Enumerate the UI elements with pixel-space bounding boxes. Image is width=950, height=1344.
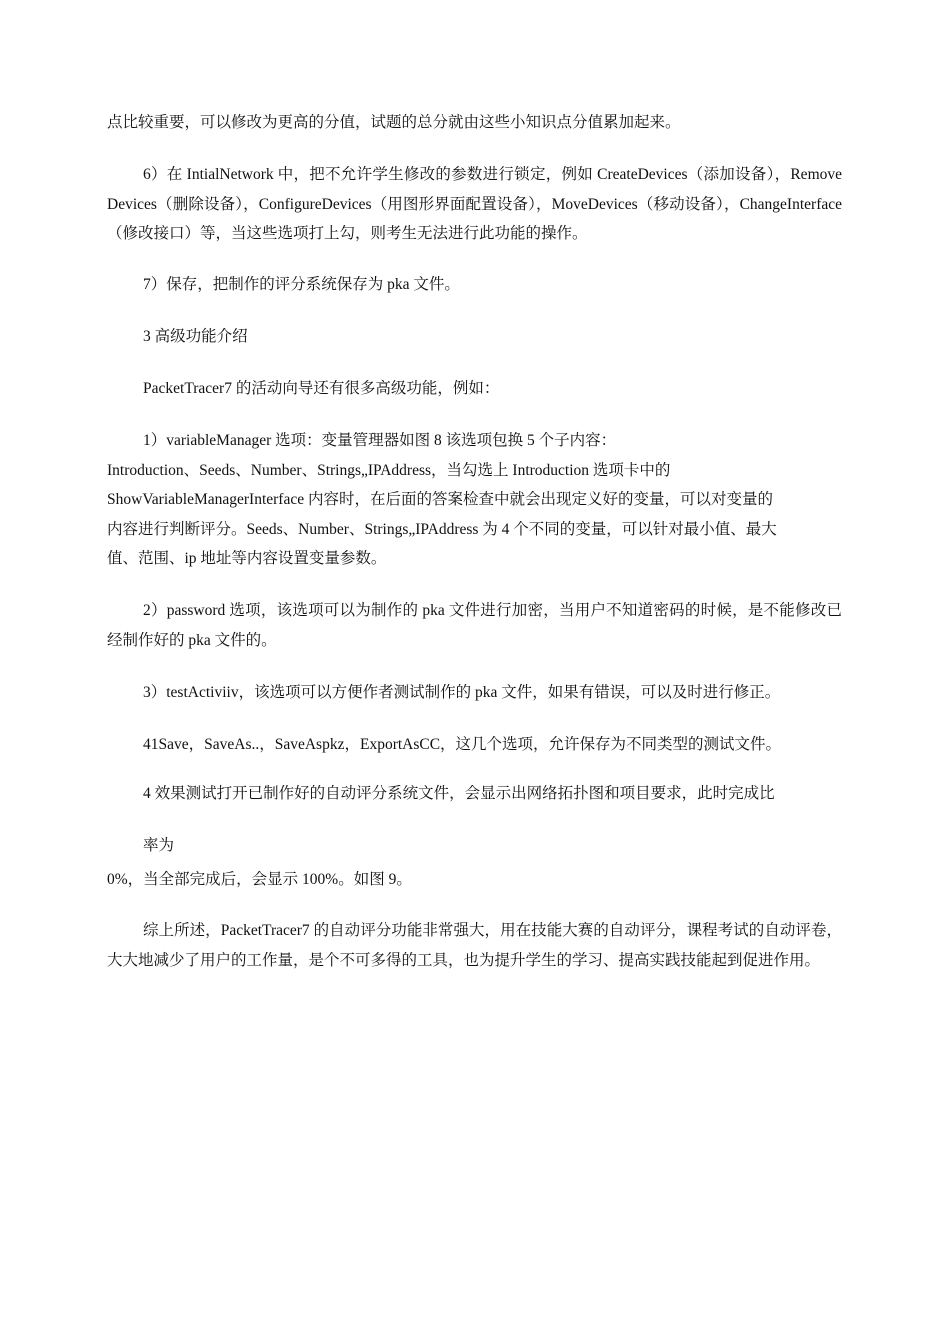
paragraph-step-7: 7）保存，把制作的评分系统保存为 pka 文件。 [143, 276, 460, 293]
paragraph-ratio-label: 率为 [143, 837, 175, 854]
variable-manager-line-1: 1）variableManager 选项：变量管理器如图 8 该选项包换 5 个子内容： [143, 432, 617, 449]
paragraph-conclusion: 综上所述，PacketTracer7 的自动评分功能非常强大，用在技能大赛的自动评分，课程考试的自动评卷，大大地减少了用户的工作量，是个不可多得的工具，也为提升学生的学习、提高实践技能起到促进作用。 [107, 922, 842, 969]
variable-manager-line-3: ShowVariableManagerInterface 内容时，在后面的答案检查中就会出现定义好的变量，可以对变量的 [107, 491, 773, 508]
paragraph-password: 2）password 选项，该选项可以为制作的 pka 文件进行加密，当用户不知道密码的时候，是不能修改已经制作好的 pka 文件的。 [107, 602, 842, 649]
paragraph-effect-test: 4 效果测试打开已制作好的自动评分系统文件，会显示出网络拓扑图和项目要求，此时完成比 [143, 785, 775, 802]
paragraph-test-activity: 3）testActiviiv，该选项可以方便作者测试制作的 pka 文件，如果有错误，可以及时进行修正。 [143, 684, 781, 701]
variable-manager-line-4: 内容进行判断评分。Seeds、Number、Strings„IPAddress 为 4 个不同的变量，可以针对最小值、最大 [107, 520, 777, 538]
variable-manager-line-2: Introduction、Seeds、Number、Strings„IPAddress，当勾选上 Introduction 选项卡中的 [107, 461, 671, 479]
variable-manager-line-5: 值、范围、ip 地址等内容设置变量参数。 [107, 550, 387, 567]
paragraph-step-6: 6）在 IntialNetwork 中，把不允许学生修改的参数进行锁定，例如 CreateDevices（添加设备），RemoveDevices（删除设备），ConfigureDevices（用图形界面配置设备），MoveDevices（移动设备），ChangeInterface（修改接口）等，当这些选项打上勾，则考生无法进行此功能的操作。 [107, 166, 842, 242]
section-heading-advanced: 3 高级功能介绍 [143, 328, 248, 345]
paragraph-score-intro: 点比较重要，可以修改为更高的分值，试题的总分就由这些小知识点分值累加起来。 [107, 114, 681, 131]
paragraph-advanced-intro: PacketTracer7 的活动向导还有很多高级功能，例如： [143, 380, 500, 397]
paragraph-completion: 0%，当全部完成后，会显示 100%。如图 9。 [107, 871, 412, 888]
paragraph-variable-manager [107, 426, 842, 574]
paragraph-save-options: 41Save，SaveAs..，SaveAspkz，ExportAsCC，这几个选项，允许保存为不同类型的测试文件。 [143, 736, 782, 753]
